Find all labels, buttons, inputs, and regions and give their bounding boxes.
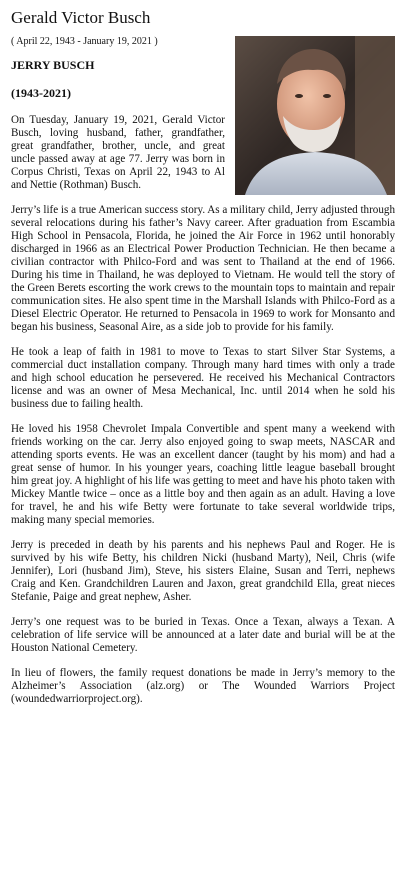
portrait-photo [235, 36, 395, 195]
paragraph-hobbies: He loved his 1958 Chevrolet Impala Convertible and spent many a weekend with friends working on the car. Jerry also enjoyed going to swap meets, NASCAR and attending sports events. He was an excellent dancer (taught by his mom) and had a great sense of humor. In his younger years, coaching little league baseball brought him great joy. A highlight of his life was getting to meet and have his photo taken with Mickey Mantle twice – once as a little boy and then again as an adult. Having a love for travel, he and his wife Betty were fortunate to take several worldwide trips, making many special memories. [11, 423, 395, 526]
page-title: Gerald Victor Busch [11, 8, 151, 27]
obituary-body [11, 114, 395, 718]
paragraph-intro: On Tuesday, January 19, 2021, Gerald Victor Busch, loving husband, father, grandfather, great grandfather, brother, uncle, and great uncle passed away at age 77. Jerry was born in Corpus Christi, Texas on April 22, 1943 to Al and Nettie (Rothman) Busch. [11, 114, 225, 191]
paragraph-family: Jerry is preceded in death by his parents and his nephews Paul and Roger. He is survived by his wife Betty, his children Nicki (husband Marty), Neil, Chris (wife Jennifer), Lori (husband Jim), Steve, his sisters Elaine, Susan and Terri, nephews Craig and Ken. Grandchildren Lauren and Jaxon, great grandchild Ella, great nieces Stefanie, Paige and great nephew, Asher. [11, 539, 395, 603]
portrait-photo-icon [235, 36, 395, 195]
nickname-heading: JERRY BUSCH [11, 58, 95, 72]
paragraph-career: Jerry’s life is a true American success story. As a military child, Jerry adjusted through several relocations during his father’s Navy career. After graduation from Escambia High School in Pensacola, Florida, he joined the Air Force in 1962 until honorably discharged in 1966 as an Electrical Power Production Technician. He then became a civilian contractor with Philco-Ford and was sent to Thailand at the end of 1966. During his time in Thailand, he was deployed to Vietnam. He would tell the story of the Green Berets escorting the work crews to the mountain tops to maintain and repair communication sites. He also spent time in the Marshall Islands with Philco-Ford as a Diesel Electric Operator. He returned to Pensacola in 1969 to work for Monsanto and began his business, Seasonal Aire, as a side job to provide for his family. [11, 204, 395, 333]
paragraph-burial: Jerry’s one request was to be buried in Texas. Once a Texan, always a Texan. A celebration of life service will be announced at a later date and burial will be at the Houston National Cemetery. [11, 616, 395, 654]
years-heading: (1943-2021) [11, 86, 71, 100]
paragraph-donations: In lieu of flowers, the family request donations be made in Jerry’s memory to the Alzheimer’s Association (alz.org) or The Wounded Warriors Project (woundedwarriorproject.org). [11, 667, 395, 705]
paragraph-business: He took a leap of faith in 1981 to move to Texas to start Silver Star Systems, a commercial duct installation company. Through many hard times with only a trade and high school education he persevered. He received his Mechanical Contractors license and was an owner of Mesa Mechanical, Inc. until 2014 when he sold his business due to failing health. [11, 346, 395, 410]
life-dates: ( April 22, 1943 - January 19, 2021 ) [11, 36, 158, 47]
